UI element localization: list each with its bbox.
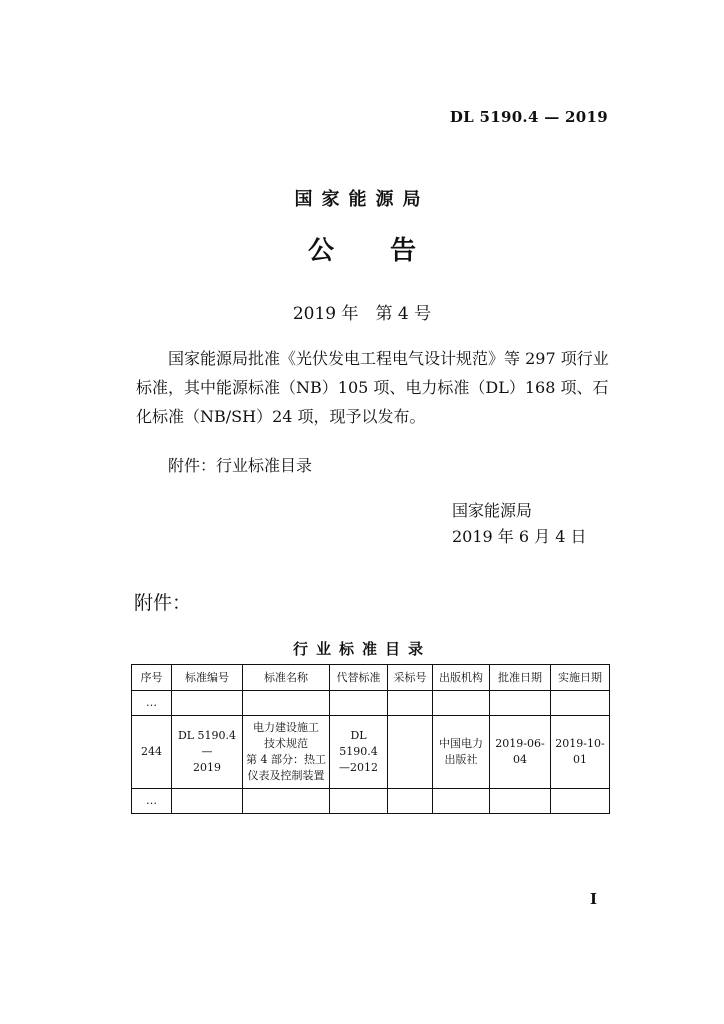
column-header: 出版机构 — [433, 665, 490, 691]
code-cell: DL 5190.4— 2019 — [172, 716, 243, 789]
table-row — [132, 691, 610, 716]
effective-date-cell: 2019-10-01 — [551, 716, 610, 789]
column-header: 代替标准 — [330, 665, 388, 691]
signature-date: 2019 年 6 月 4 日 — [452, 527, 587, 546]
column-header: 批准日期 — [490, 665, 551, 691]
column-header: 标准名称 — [243, 665, 330, 691]
issue-number: 2019 年 第 4 号 — [292, 304, 432, 324]
catalog-title: 行业标准目录 — [292, 640, 431, 658]
table-header-row — [132, 665, 610, 691]
ellipsis-cell: … — [132, 691, 172, 716]
adopted-cell — [388, 716, 433, 789]
column-header: 采标号 — [388, 665, 433, 691]
ellipsis-cell: … — [132, 789, 172, 814]
attachment-heading: 附件： — [134, 592, 192, 614]
title-char-left: 公 — [307, 236, 334, 266]
issuer-heading: 国家能源局 — [294, 189, 430, 210]
page-number: I — [590, 890, 598, 908]
standard-code: DL 5190.4 — 2019 — [449, 108, 608, 126]
replaces-cell: DL 5190.4 —2012 — [330, 716, 388, 789]
title-char-right: 告 — [390, 236, 417, 266]
signature-organization: 国家能源局 — [452, 501, 533, 520]
standards-catalog-table — [131, 664, 610, 814]
table-row — [132, 789, 610, 814]
notice-title — [0, 230, 724, 267]
column-header: 实施日期 — [551, 665, 610, 691]
name-cell: 电力建设施工 技术规范 第 4 部分：热工 仪表及控制装置 — [243, 716, 330, 789]
publisher-cell: 中国电力 出版社 — [433, 716, 490, 789]
approval-date-cell: 2019-06-04 — [490, 716, 551, 789]
column-header: 标准编号 — [172, 665, 243, 691]
column-header: 序号 — [132, 665, 172, 691]
notice-body: 国家能源局批准《光伏发电工程电气设计规范》等 297 项行业标准，其中能源标准（NB）105 项、电力标准（DL）168 项、石化标准（NB/SH）24 项，现予以发布。 — [136, 349, 609, 426]
table-row — [132, 716, 610, 789]
attachment-reference: 附件：行业标准目录 — [168, 456, 313, 475]
seq-cell: 244 — [132, 716, 172, 789]
